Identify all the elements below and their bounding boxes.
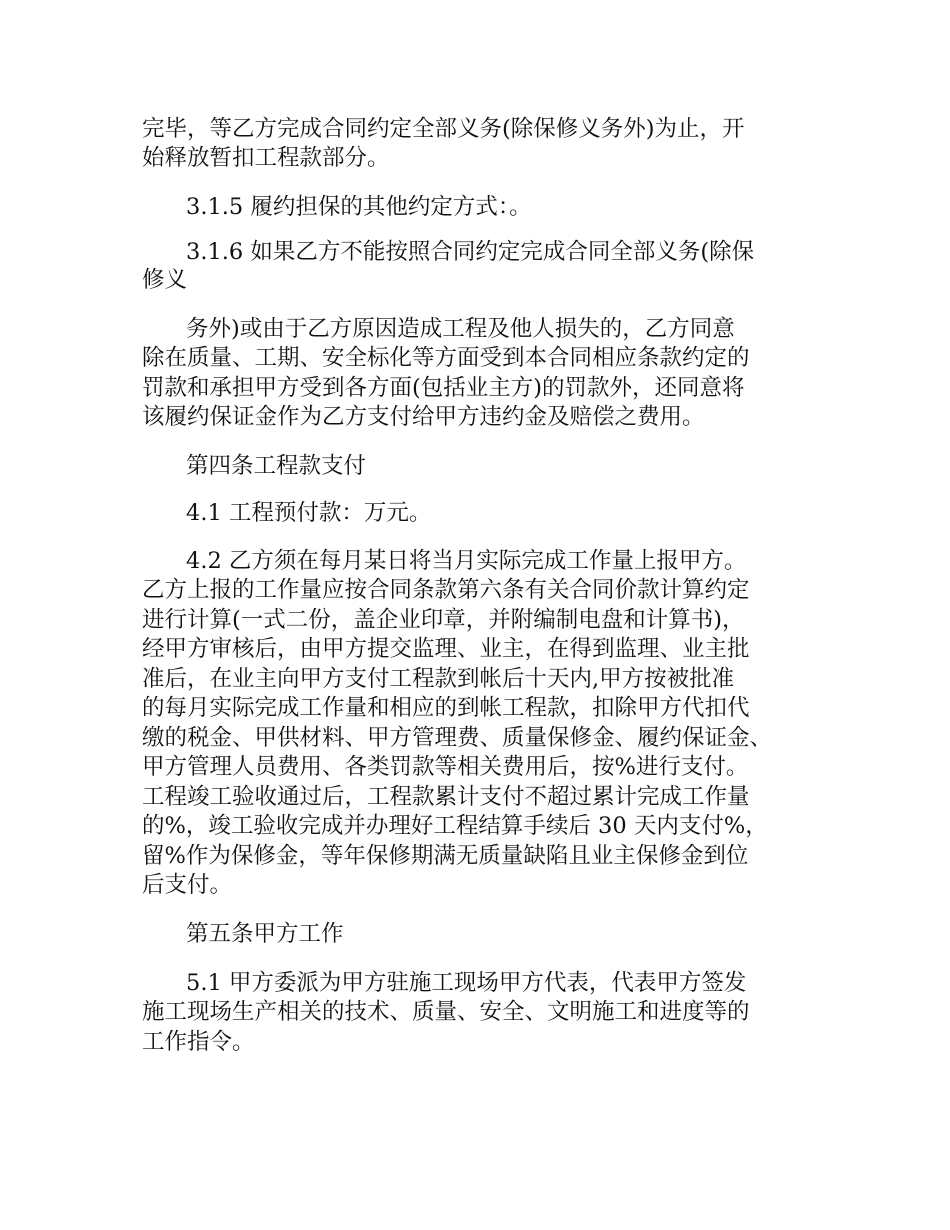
text-line: 罚款和承担甲方受到各方面(包括业主方)的罚款外，还同意将 <box>142 375 745 401</box>
text-line: 工程竣工验收通过后，工程款累计支付不超过累计完成工作量 <box>142 784 750 810</box>
text-line: 除在质量、工期、安全标化等方面受到本合同相应条款约定的 <box>142 345 750 371</box>
text-line: 准后，在业主向甲方支付工程款到帐后十天内,甲方按被批准 <box>142 666 735 692</box>
text-line: 的每月实际完成工作量和相应的到帐工程款，扣除甲方代扣代 <box>142 695 750 721</box>
section-heading: 第五条甲方工作 <box>186 921 344 947</box>
text-line: 施工现场生产相关的技术、质量、安全、文明施工和进度等的 <box>142 999 750 1025</box>
text-line: 经甲方审核后，由甲方提交监理、业主，在得到监理、业主批 <box>142 636 750 662</box>
text-line: 后支付。 <box>142 872 233 898</box>
text-line: 的%，竣工验收完成并办理好工程结算手续后 30 天内支付%， <box>142 813 768 839</box>
text-line: 缴的税金、甲供材料、甲方管理费、质量保修金、履约保证金、 <box>142 725 773 751</box>
text-line: 工作指令。 <box>142 1029 255 1055</box>
section-heading: 第四条工程款支付 <box>186 453 367 479</box>
text-line: 务外)或由于乙方原因造成工程及他人损失的，乙方同意 <box>186 316 735 342</box>
text-line: 修义 <box>142 267 188 293</box>
text-line: 5.1 甲方委派为甲方驻施工现场甲方代表，代表甲方签发 <box>186 970 747 996</box>
text-line: 4.1 工程预付款：万元。 <box>186 500 432 526</box>
text-line: 乙方上报的工作量应按合同条款第六条有关合同价款计算约定 <box>142 577 750 603</box>
text-line: 3.1.6 如果乙方不能按照合同约定完成合同全部义务(除保 <box>186 239 755 265</box>
text-line: 完毕，等乙方完成合同约定全部义务(除保修义务外)为止，开 <box>142 116 745 142</box>
text-line: 4.2 乙方须在每月某日将当月实际完成工作量上报甲方。 <box>186 548 747 574</box>
text-line: 留%作为保修金，等年保修期满无质量缺陷且业主保修金到位 <box>142 843 749 869</box>
text-line: 进行计算(一式二份，盖企业印章，并附编制电盘和计算书)， <box>142 607 745 633</box>
text-line: 3.1.5 履约担保的其他约定方式：。 <box>186 194 532 220</box>
text-line: 甲方管理人员费用、各类罚款等相关费用后，按%进行支付。 <box>142 754 749 780</box>
text-line: 该履约保证金作为乙方支付给甲方违约金及赔偿之费用。 <box>142 404 705 430</box>
text-line: 始释放暂扣工程款部分。 <box>142 145 390 171</box>
